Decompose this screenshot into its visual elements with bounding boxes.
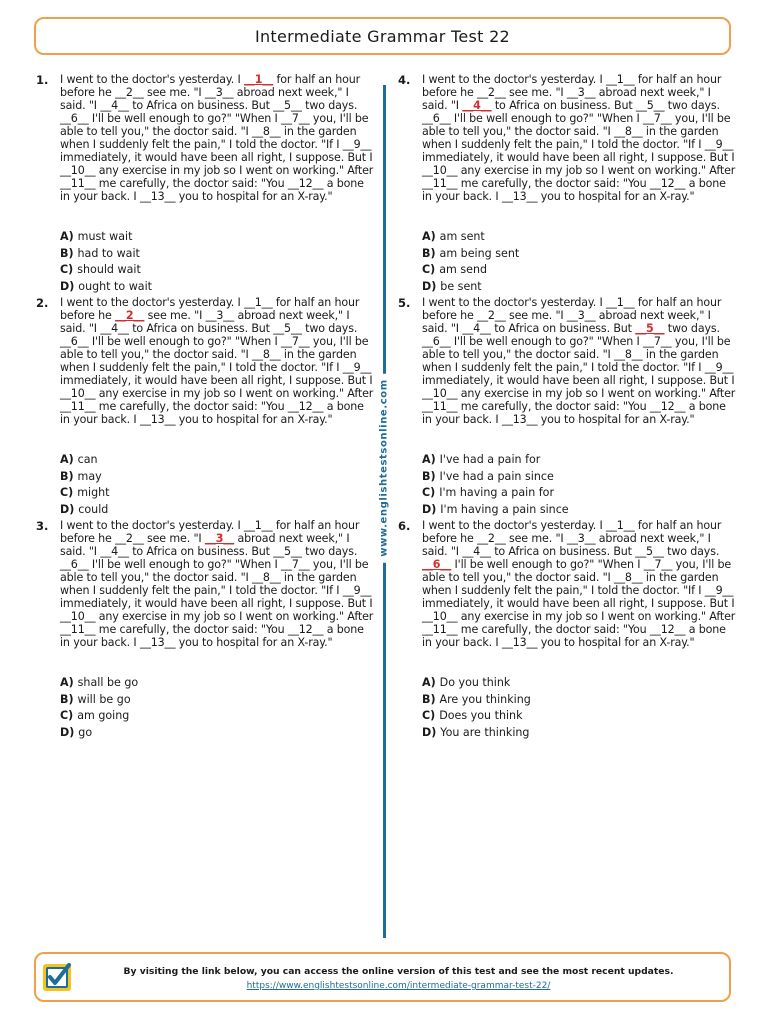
option-letter: B) — [60, 692, 74, 706]
passage-text: two days. — [663, 545, 720, 558]
answer-option[interactable] — [60, 262, 152, 279]
answer-option[interactable] — [60, 452, 110, 469]
passage-text: see me. "I — [505, 309, 567, 322]
option-text: Are you thinking — [439, 692, 531, 706]
question-passage — [60, 519, 376, 649]
answer-option[interactable] — [422, 246, 519, 263]
answer-option[interactable] — [60, 229, 152, 246]
passage-text: a bone in your back. I — [60, 623, 364, 649]
passage-text: you, I'll be able to tell you," the doctor said. "I — [422, 112, 731, 138]
option-letter: C) — [422, 486, 436, 499]
passage-text: any exercise in my job so I went on working." After — [457, 164, 736, 177]
question-number: 1. — [36, 73, 49, 87]
highlighted-blank: __1__ — [243, 73, 274, 86]
passage-blank: __2__ — [115, 86, 144, 99]
passage-blank: __8__ — [614, 571, 643, 584]
passage-text: immediately, it would have been all right, I suppose. But I — [60, 374, 373, 387]
passage-text: to Africa on business. But — [128, 545, 274, 558]
passage-text: you to hospital for an X-ray." — [537, 636, 695, 649]
option-letter: D) — [60, 725, 75, 739]
passage-blank: __5__ — [273, 322, 302, 335]
passage-blank: __12__ — [287, 623, 324, 636]
answer-options — [60, 452, 110, 518]
passage-blank: __7__ — [281, 335, 310, 348]
option-text: might — [77, 486, 110, 499]
passage-blank: __10__ — [422, 387, 458, 400]
passage-text: two days. — [664, 322, 720, 335]
passage-blank: __3__ — [205, 309, 235, 322]
footer-box — [34, 952, 731, 1002]
passage-blank: __7__ — [643, 335, 672, 348]
option-letter: B) — [422, 692, 436, 706]
option-letter: D) — [422, 502, 437, 516]
passage-blank: __4__ — [462, 322, 491, 335]
answer-option[interactable] — [422, 262, 519, 279]
answer-options — [422, 675, 531, 741]
option-letter: D) — [422, 725, 437, 739]
question-column-right — [398, 73, 736, 742]
question-column-left — [36, 73, 374, 742]
footer-link[interactable]: https://www.englishtestsonline.com/intermediate-grammar-test-22/ — [246, 981, 551, 991]
passage-blank: __12__ — [649, 623, 686, 636]
answer-option[interactable] — [60, 708, 138, 725]
passage-blank: __1__ — [243, 296, 273, 309]
passage-text: you to hospital for an X-ray." — [175, 190, 333, 203]
passage-blank: __12__ — [649, 400, 686, 413]
question-block — [398, 296, 736, 519]
option-text: You are thinking — [440, 725, 530, 739]
passage-blank: __3__ — [566, 309, 596, 322]
option-text: had to wait — [77, 246, 140, 260]
option-letter: B) — [60, 246, 74, 260]
passage-blank: __6__ — [422, 335, 451, 348]
passage-blank: __8__ — [614, 348, 643, 361]
passage-text: to Africa on business. But — [490, 322, 636, 335]
passage-blank: __9__ — [704, 138, 734, 151]
option-text: ought to wait — [78, 279, 153, 293]
passage-text: to Africa on business. But — [128, 322, 274, 335]
passage-text: a bone in your back. I — [422, 177, 726, 203]
passage-text: I'll be well enough to go?" "When I — [88, 335, 282, 348]
option-letter: D) — [60, 502, 75, 516]
passage-text: see me. "I — [143, 86, 205, 99]
question-passage — [60, 296, 376, 426]
answer-option[interactable] — [422, 485, 569, 502]
passage-text: me carefully, the doctor said: "You — [457, 400, 650, 413]
answer-options — [422, 229, 519, 295]
option-letter: D) — [60, 279, 75, 293]
answer-option[interactable] — [422, 725, 531, 742]
option-text: Does you think — [439, 709, 523, 722]
passage-blank: __4__ — [462, 545, 491, 558]
passage-text: I went to the doctor's yesterday. I — [422, 296, 606, 309]
passage-text: I went to the doctor's yesterday. I — [422, 519, 606, 532]
passage-blank: __6__ — [60, 335, 89, 348]
passage-blank: __2__ — [477, 86, 506, 99]
passage-blank: __5__ — [273, 545, 302, 558]
passage-text: you, I'll be able to tell you," the doctor said. "I — [422, 335, 731, 361]
option-text: be sent — [440, 279, 482, 293]
passage-text: me carefully, the doctor said: "You — [95, 400, 288, 413]
question-block — [398, 73, 736, 296]
option-text: may — [77, 469, 102, 483]
passage-blank: __10__ — [422, 610, 458, 623]
passage-text: in the garden when I suddenly felt the pain," I told the doctor. "If I — [422, 125, 719, 151]
passage-text: you to hospital for an X-ray." — [537, 190, 695, 203]
highlighted-blank: __6__ — [422, 558, 452, 571]
option-letter: A) — [60, 676, 74, 689]
option-letter: C) — [60, 486, 74, 499]
passage-blank: __1__ — [605, 73, 635, 86]
option-letter: B) — [422, 246, 436, 260]
passage-blank: __1__ — [243, 519, 273, 532]
passage-blank: __5__ — [635, 99, 665, 112]
option-text: am being sent — [439, 246, 520, 260]
footer-text: By visiting the link below, you can access the online version of this test and see the most recent updates. — [123, 966, 674, 977]
passage-text: a bone in your back. I — [422, 400, 726, 426]
question-block — [36, 296, 374, 519]
option-letter: C) — [422, 709, 436, 722]
question-block — [36, 519, 374, 742]
option-letter: A) — [60, 230, 74, 243]
answer-option[interactable] — [422, 452, 569, 469]
option-text: go — [78, 725, 93, 739]
option-letter: A) — [422, 453, 436, 466]
passage-text: see me. "I — [144, 309, 206, 322]
passage-text: immediately, it would have been all right, I suppose. But I — [422, 374, 735, 387]
passage-blank: __11__ — [60, 177, 96, 190]
option-text: could — [78, 502, 109, 516]
answer-options — [60, 675, 138, 741]
option-text: am send — [439, 263, 488, 276]
passage-text: in the garden when I suddenly felt the pain," I told the doctor. "If I — [422, 348, 719, 374]
passage-blank: __9__ — [704, 584, 734, 597]
passage-text: two days. — [301, 322, 358, 335]
passage-blank: __12__ — [287, 400, 324, 413]
passage-text: I went to the doctor's yesterday. I — [60, 73, 244, 86]
answer-option[interactable] — [60, 725, 138, 742]
answer-option[interactable] — [60, 485, 110, 502]
passage-blank: __11__ — [422, 400, 458, 413]
passage-blank: __7__ — [281, 112, 310, 125]
passage-text: see me. "I — [505, 86, 567, 99]
passage-text: immediately, it would have been all right, I suppose. But I — [422, 151, 735, 164]
passage-blank: __7__ — [643, 112, 672, 125]
passage-blank: __13__ — [139, 636, 176, 649]
passage-blank: __11__ — [422, 177, 458, 190]
passage-text: I went to the doctor's yesterday. I — [60, 296, 244, 309]
passage-text: for half an hour before he — [422, 73, 722, 99]
question-passage — [422, 73, 738, 203]
option-letter: C) — [60, 263, 74, 276]
option-letter: C) — [60, 709, 74, 722]
passage-text: any exercise in my job so I went on working." After — [95, 610, 374, 623]
passage-blank: __8__ — [252, 571, 281, 584]
passage-text: you, I'll be able to tell you," the doctor said. "I — [422, 558, 732, 584]
passage-blank: __10__ — [422, 164, 458, 177]
passage-blank: __3__ — [566, 86, 596, 99]
question-number: 2. — [36, 296, 49, 310]
option-text: can — [77, 453, 98, 466]
question-block — [398, 519, 736, 742]
passage-blank: __7__ — [643, 558, 673, 571]
option-letter: B) — [60, 469, 74, 483]
question-block — [36, 73, 374, 296]
passage-text: any exercise in my job so I went on working." After — [457, 387, 736, 400]
passage-blank: __10__ — [60, 164, 96, 177]
passage-text: in the garden when I suddenly felt the pain," I told the doctor. "If I — [60, 125, 357, 151]
passage-blank: __5__ — [635, 545, 664, 558]
checkbox-check-icon — [42, 961, 74, 993]
option-text: must wait — [77, 230, 133, 243]
passage-text: abroad next week," I said. "I — [422, 86, 711, 112]
passage-text: a bone in your back. I — [60, 400, 364, 426]
passage-blank: __13__ — [501, 190, 538, 203]
passage-text: see me. "I — [143, 532, 205, 545]
answer-option[interactable] — [60, 692, 138, 709]
answer-option[interactable] — [422, 692, 531, 709]
passage-text: in the garden when I suddenly felt the pain," I told the doctor. "If I — [60, 571, 357, 597]
option-letter: A) — [422, 230, 436, 243]
passage-text: I went to the doctor's yesterday. I — [60, 519, 244, 532]
passage-text: I'll be well enough to go?" "When I — [450, 112, 644, 125]
page-title: Intermediate Grammar Test 22 — [254, 26, 511, 46]
question-passage — [60, 73, 376, 203]
passage-text: you, I'll be able to tell you," the doctor said. "I — [60, 335, 369, 361]
passage-text: two days. — [664, 99, 720, 112]
option-letter: D) — [422, 279, 437, 293]
highlighted-blank: __4__ — [462, 99, 492, 112]
passage-text: a bone in your back. I — [422, 623, 726, 649]
question-number: 4. — [398, 73, 411, 87]
passage-blank: __3__ — [204, 86, 234, 99]
passage-blank: __11__ — [60, 623, 96, 636]
passage-text: I'll be well enough to go?" "When I — [88, 112, 282, 125]
question-number: 6. — [398, 519, 411, 533]
passage-text: see me. "I — [505, 532, 567, 545]
passage-text: to Africa on business. But — [490, 545, 636, 558]
passage-text: I'll be well enough to go?" "When I — [88, 558, 282, 571]
option-text: shall be go — [77, 676, 139, 689]
passage-blank: __2__ — [477, 532, 506, 545]
passage-blank: __6__ — [60, 112, 89, 125]
passage-text: I went to the doctor's yesterday. I — [422, 73, 606, 86]
passage-text: abroad next week," I said. "I — [60, 532, 350, 558]
passage-blank: __8__ — [614, 125, 643, 138]
passage-blank: __8__ — [252, 348, 281, 361]
passage-blank: __6__ — [422, 112, 451, 125]
passage-blank: __13__ — [501, 413, 538, 426]
question-number: 3. — [36, 519, 49, 533]
answer-options — [422, 452, 569, 518]
passage-blank: __13__ — [139, 413, 176, 426]
passage-text: any exercise in my job so I went on working." After — [95, 164, 374, 177]
passage-text: for half an hour before he — [60, 296, 360, 322]
option-text: I'm having a pain since — [440, 502, 569, 516]
option-letter: A) — [60, 453, 74, 466]
passage-text: you to hospital for an X-ray." — [175, 636, 333, 649]
passage-text: me carefully, the doctor said: "You — [95, 177, 288, 190]
passage-text: you to hospital for an X-ray." — [537, 413, 695, 426]
passage-text: you, I'll be able to tell you," the doctor said. "I — [60, 112, 369, 138]
option-text: Do you think — [439, 676, 511, 689]
passage-blank: __4__ — [100, 99, 129, 112]
passage-text: me carefully, the doctor said: "You — [457, 623, 650, 636]
passage-text: for half an hour before he — [422, 296, 722, 322]
option-text: I've had a pain for — [439, 453, 541, 466]
answer-options — [60, 229, 152, 295]
passage-text: for half an hour before he — [422, 519, 722, 545]
answer-option[interactable] — [422, 708, 531, 725]
passage-blank: __4__ — [100, 322, 129, 335]
answer-option[interactable] — [60, 502, 110, 519]
option-text: will be go — [77, 692, 131, 706]
passage-text: immediately, it would have been all right, I suppose. But I — [422, 597, 735, 610]
answer-option[interactable] — [60, 279, 152, 296]
passage-blank: __12__ — [649, 177, 686, 190]
passage-text: any exercise in my job so I went on working." After — [95, 387, 374, 400]
passage-text: two days. — [301, 545, 358, 558]
side-url: www.englishtestsonline.com — [379, 373, 390, 562]
option-text: am going — [77, 709, 130, 722]
passage-text: immediately, it would have been all right, I suppose. But I — [60, 597, 373, 610]
passage-text: a bone in your back. I — [60, 177, 364, 203]
highlighted-blank: __2__ — [115, 309, 145, 322]
option-text: should wait — [77, 263, 141, 276]
answer-option[interactable] — [422, 502, 569, 519]
answer-option[interactable] — [60, 469, 110, 486]
passage-text: me carefully, the doctor said: "You — [95, 623, 288, 636]
passage-blank: __10__ — [60, 387, 96, 400]
option-letter: A) — [422, 676, 436, 689]
option-text: I'm having a pain for — [439, 486, 555, 499]
passage-text: to Africa on business. But — [128, 99, 274, 112]
passage-text: me carefully, the doctor said: "You — [457, 177, 650, 190]
passage-blank: __5__ — [273, 99, 302, 112]
passage-text: abroad next week," I said. "I — [60, 86, 349, 112]
passage-blank: __12__ — [287, 177, 324, 190]
passage-blank: __6__ — [60, 558, 89, 571]
passage-blank: __11__ — [422, 623, 458, 636]
passage-text: for half an hour before he — [60, 73, 361, 99]
question-number: 5. — [398, 296, 411, 310]
passage-blank: __1__ — [605, 296, 635, 309]
passage-text: two days. — [301, 99, 358, 112]
passage-text: abroad next week," I said. "I — [60, 309, 350, 335]
passage-text: you to hospital for an X-ray." — [175, 413, 333, 426]
answer-option[interactable] — [60, 675, 138, 692]
passage-blank: __9__ — [342, 361, 372, 374]
passage-text: immediately, it would have been all right, I suppose. But I — [60, 151, 373, 164]
passage-blank: __1__ — [605, 519, 635, 532]
passage-text: for half an hour before he — [60, 519, 360, 545]
option-letter: B) — [422, 469, 436, 483]
answer-option[interactable] — [422, 675, 531, 692]
passage-blank: __2__ — [115, 532, 144, 545]
passage-text: to Africa on business. But — [491, 99, 636, 112]
answer-option[interactable] — [422, 469, 569, 486]
question-passage — [422, 296, 738, 426]
passage-text: abroad next week," I said. "I — [422, 309, 711, 335]
passage-blank: __4__ — [100, 545, 129, 558]
passage-blank: __11__ — [60, 400, 96, 413]
passage-text: I'll be well enough to go?" "When I — [451, 558, 644, 571]
highlighted-blank: __3__ — [204, 532, 235, 545]
passage-text: you, I'll be able to tell you," the doctor said. "I — [60, 558, 369, 584]
passage-blank: __2__ — [477, 309, 506, 322]
passage-text: in the garden when I suddenly felt the pain," I told the doctor. "If I — [422, 571, 719, 597]
question-passage — [422, 519, 738, 649]
option-text: am sent — [439, 230, 485, 243]
title-box — [34, 17, 731, 55]
option-text: I've had a pain since — [439, 469, 554, 483]
passage-blank: __13__ — [139, 190, 176, 203]
passage-blank: __9__ — [342, 584, 372, 597]
answer-option[interactable] — [422, 279, 519, 296]
passage-text: any exercise in my job so I went on working." After — [457, 610, 736, 623]
passage-text: in the garden when I suddenly felt the pain," I told the doctor. "If I — [60, 348, 357, 374]
passage-blank: __7__ — [281, 558, 310, 571]
answer-option[interactable] — [422, 229, 519, 246]
answer-option[interactable] — [60, 246, 152, 263]
passage-text: abroad next week," I said. "I — [422, 532, 711, 558]
passage-blank: __9__ — [704, 361, 734, 374]
highlighted-blank: __5__ — [635, 322, 665, 335]
passage-text: I'll be well enough to go?" "When I — [450, 335, 644, 348]
passage-blank: __9__ — [342, 138, 372, 151]
passage-blank: __10__ — [60, 610, 96, 623]
passage-blank: __13__ — [501, 636, 538, 649]
passage-blank: __3__ — [566, 532, 596, 545]
passage-blank: __8__ — [252, 125, 281, 138]
option-letter: C) — [422, 263, 436, 276]
